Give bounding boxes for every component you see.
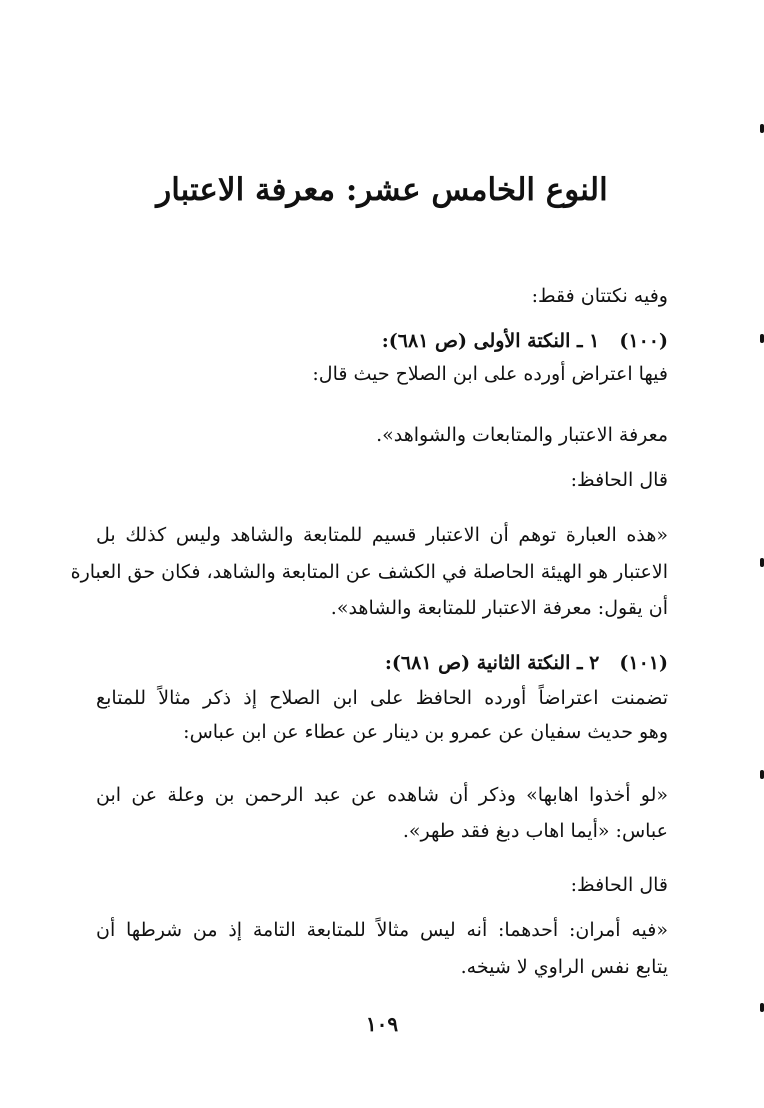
scan-edge-mark xyxy=(760,124,764,133)
nukta-101-title: ٢ ـ النكتة الثانية (ص ٦٨١): xyxy=(384,652,600,674)
quoted-title-line: معرفة الاعتبار والمتابعات والشواهد». xyxy=(376,424,668,446)
scan-edge-mark xyxy=(760,770,764,779)
scan-edge-mark xyxy=(760,334,764,343)
nukta-101-number: (١٠١) xyxy=(619,652,668,674)
paragraph-3-line-1: «لو أخذوا اهابها» وذكر أن شاهده عن عبد الرحمن بن وعلة عن ابن xyxy=(96,784,668,806)
nukta-100-heading xyxy=(96,330,668,353)
hafiz-said-1: قال الحافظ: xyxy=(570,469,668,491)
hafiz-said-2: قال الحافظ: xyxy=(570,874,668,896)
paragraph-2-line-1: تضمنت اعتراضاً أورده الحافظ على ابن الصلاح إذ ذكر مثالاً للمتابع xyxy=(96,687,668,709)
scan-edge-mark xyxy=(760,1003,764,1012)
nukta-100-text: فيها اعتراض أورده على ابن الصلاح حيث قال: xyxy=(312,363,668,385)
paragraph-1-line-2: الاعتبار هو الهيئة الحاصلة في الكشف عن المتابعة والشاهد، فكان حق العبارة xyxy=(70,561,668,583)
nukta-100-number: (١٠٠) xyxy=(619,330,668,352)
intro-line: وفيه نكتتان فقط: xyxy=(531,285,668,307)
nukta-101-heading xyxy=(96,652,668,675)
paragraph-2-line-2: وهو حديث سفيان عن عمرو بن دينار عن عطاء عن ابن عباس: xyxy=(183,721,668,743)
paragraph-4-line-2: يتابع نفس الراوي لا شيخه. xyxy=(460,956,668,978)
paragraph-4-line-1: «فيه أمران: أحدهما: أنه ليس مثالاً للمتابعة التامة إذ من شرطها أن xyxy=(96,919,668,941)
paragraph-1-line-3: أن يقول: معرفة الاعتبار للمتابعة والشاهد». xyxy=(330,597,668,619)
paragraph-3-line-2: عباس: «أيما اهاب دبغ فقد طهر». xyxy=(402,820,668,842)
paragraph-1-line-1: «هذه العبارة توهم أن الاعتبار قسيم للمتابعة والشاهد وليس كذلك بل xyxy=(96,524,668,546)
chapter-heading: النوع الخامس عشر: معرفة الاعتبار xyxy=(156,172,608,208)
nukta-100-title: ١ ـ النكتة الأولى (ص ٦٨١): xyxy=(381,330,600,352)
scan-edge-mark xyxy=(760,558,764,567)
page-number: ١٠٩ xyxy=(365,1012,399,1036)
